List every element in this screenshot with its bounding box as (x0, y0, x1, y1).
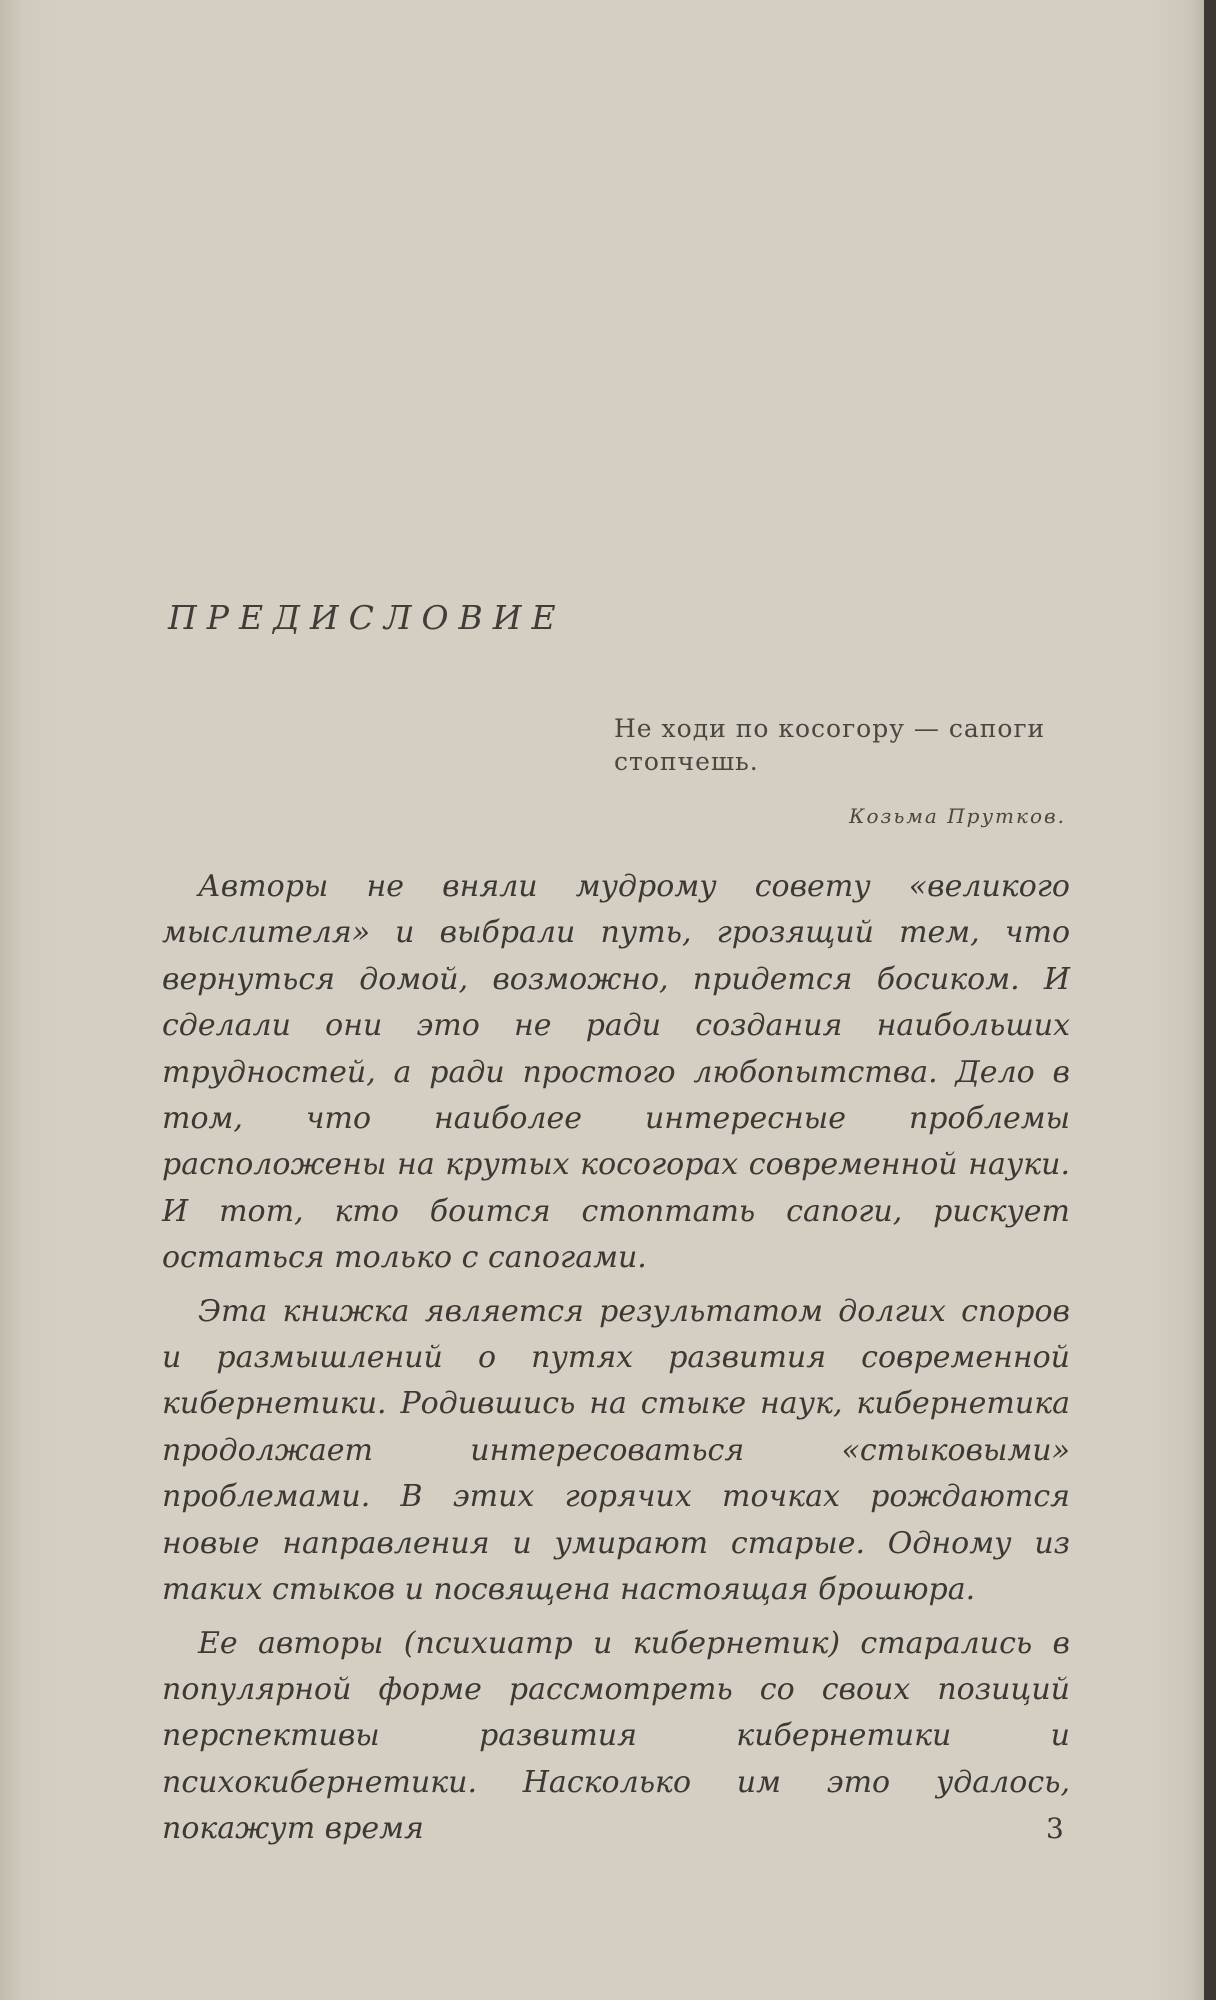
paragraph: Эта книжка является результатом долгих споров и размышлений о путях развития современной кибернетики. Родившись на стыке наук, кибернетика продолжает интересоваться «стыковыми» проблемами. В этих горячих точках рождаются новые направления и умирают старые. Одному из таких стыков и посвящена настоящая брошюра. (162, 1293, 1070, 1608)
page-number: 3 (1046, 1812, 1064, 1845)
epigraph (614, 712, 1070, 778)
epigraph-author: Козьма Прутков. (849, 804, 1066, 828)
body-text (162, 864, 1070, 1860)
section-heading: ПРЕДИСЛОВИЕ (168, 598, 566, 637)
paragraph: Авторы не вняли мудрому совету «великого мыслителя» и выбрали путь, грозящий тем, что вернуться домой, возможно, придется босиком. И сделали они это не ради создания наибольших трудностей, а ради простого любопытства. Дело в том, что наиболее интересные проблемы расположены на крутых косогорах современной науки. И тот, кто боится стоптать сапоги, рискует остаться только с сапогами. (162, 869, 1070, 1276)
paragraph: Ее авторы (психиатр и кибернетик) старались в популярной форме рассмотреть со своих позиций перспективы развития кибернетики и психокибернетики. Насколько им это удалось, покажут время (162, 1625, 1070, 1847)
epigraph-text: Не ходи по косогору — сапоги стопчешь. (614, 714, 1046, 776)
